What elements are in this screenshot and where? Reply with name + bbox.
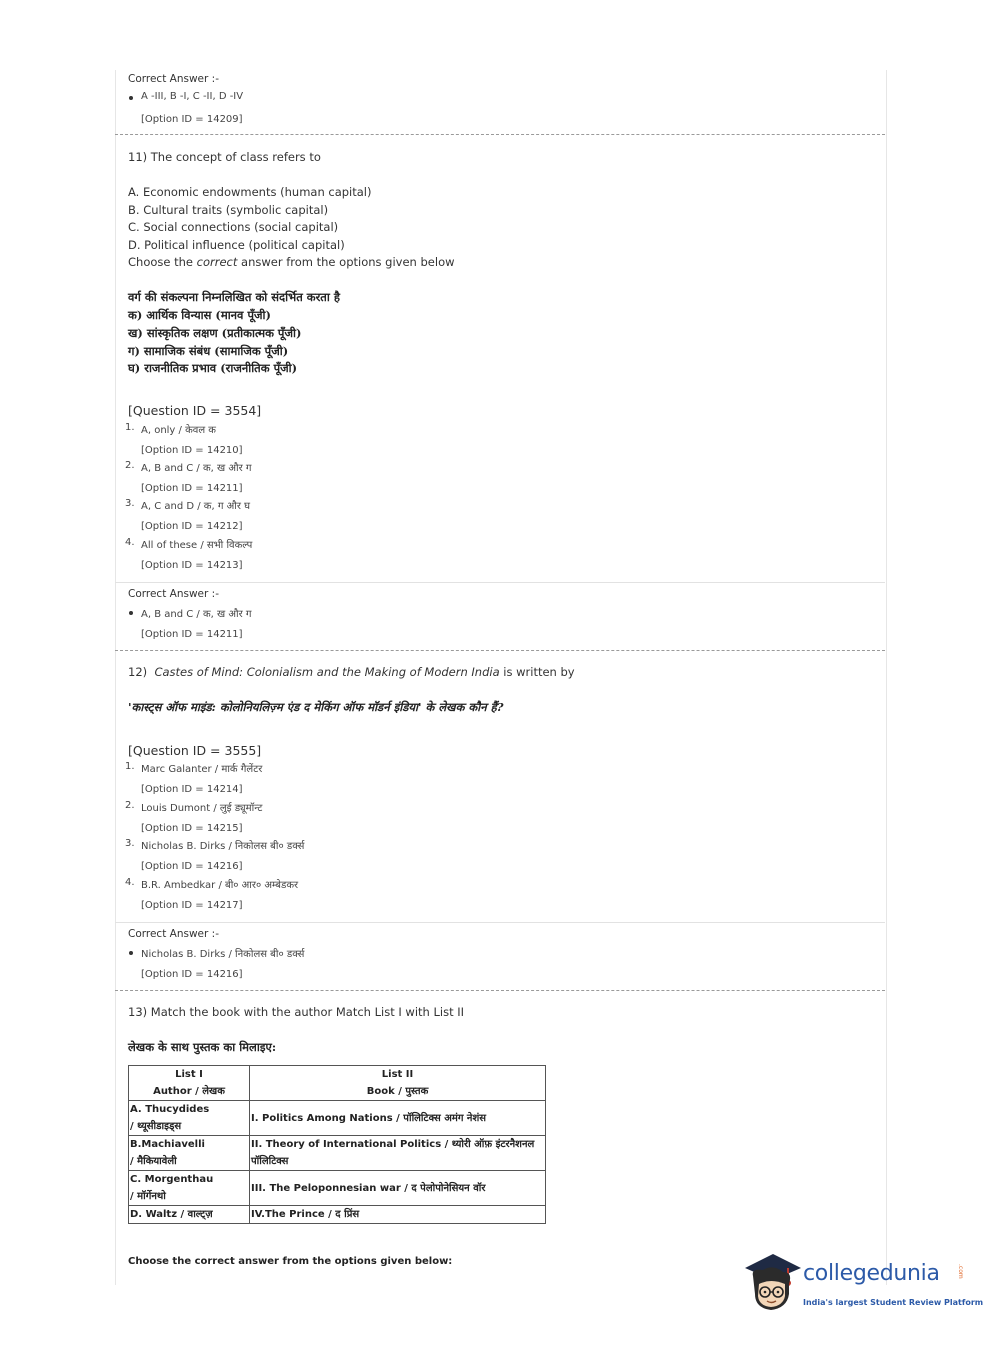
option-text: Marc Galanter / मार्क गैलेंटर [141, 764, 263, 775]
q12-hindi-stem: 'कास्ट्स ऑफ माइंड: कोलोनियलिज़्म एंड द मेकिंग ऑफ मॉडर्न इंडिया' के लेखक कौन हैं? [128, 700, 504, 714]
option-number: 3. [125, 498, 135, 509]
answer-divider [115, 582, 885, 583]
correct-answer-value: A -III, B -I, C -II, D -IV [141, 91, 244, 102]
logo-wordmark: collegedunia [803, 1261, 940, 1286]
student-mascot-icon [743, 1250, 803, 1316]
book-cell: IV.The Prince / द प्रिंस [250, 1206, 546, 1224]
table-row [129, 1101, 546, 1136]
option-text: A, B and C / क, ख और ग [141, 463, 252, 474]
answer-divider [115, 922, 885, 923]
bullet [129, 96, 133, 100]
author-cell: D. Waltz / वाल्ट्ज़ [129, 1206, 250, 1224]
correct-answer-value: Nicholas B. Dirks / निकोलस बी० डर्क्स [141, 949, 305, 960]
option-text: Louis Dumont / लुई ड्यूमॉन्ट [141, 803, 263, 814]
option-text: B.R. Ambedkar / बी० आर० अम्बेडकर [141, 880, 299, 891]
option-id: [Option ID = 14216] [141, 861, 243, 872]
q13-hindi-stem: लेखक के साथ पुस्तक का मिलाइए: [128, 1040, 277, 1054]
option-id: [Option ID = 14210] [141, 445, 243, 456]
q11-instruction: Choose the correct answer from the options given below [128, 255, 455, 269]
correct-answer-label: Correct Answer :- [128, 73, 219, 85]
table-header-list-2: List II Book / पुस्तक [250, 1066, 546, 1101]
q13-choose-instruction: Choose the correct answer from the options given below: [128, 1256, 453, 1267]
q11-item-c: C. Social connections (social capital) [128, 220, 339, 234]
table-row [129, 1206, 546, 1224]
question-divider [115, 990, 885, 991]
logo-tagline: India's largest Student Review Platform [803, 1298, 984, 1307]
option-text: All of these / सभी विकल्प [141, 540, 253, 551]
q11-hindi-item: क) आर्थिक विन्यास (मानव पूँजी) [128, 308, 271, 322]
option-id: [Option ID = 14211] [141, 629, 243, 640]
option-id: [Option ID = 14212] [141, 521, 243, 532]
q11-hindi-stem: वर्ग की संकल्पना निम्नलिखित को संदर्भित करता है [128, 290, 340, 304]
question-id: [Question ID = 3555] [128, 743, 262, 758]
match-table [128, 1065, 546, 1224]
q11-item-b: B. Cultural traits (symbolic capital) [128, 203, 329, 217]
book-cell: III. The Peloponnesian war / द पेलोपोनेसियन वॉर [250, 1171, 546, 1206]
option-text: Nicholas B. Dirks / निकोलस बी० डर्क्स [141, 841, 305, 852]
q11-item-d: D. Political influence (political capital) [128, 238, 345, 252]
option-number: 2. [125, 800, 135, 811]
option-id: [Option ID = 14217] [141, 900, 243, 911]
q11-hindi-item: ख) सांस्कृतिक लक्षण (प्रतीकात्मक पूँजी) [128, 326, 302, 340]
option-id: [Option ID = 14211] [141, 483, 243, 494]
bullet [129, 951, 133, 955]
option-number: 1. [125, 761, 135, 772]
q11-hindi-item: घ) राजनीतिक प्रभाव (राजनीतिक पूँजी) [128, 361, 298, 375]
correct-answer-value: A, B and C / क, ख और ग [141, 609, 252, 620]
table-row [129, 1136, 546, 1171]
question-11-title: 11) The concept of class refers to [128, 150, 321, 164]
option-id: [Option ID = 14213] [141, 560, 243, 571]
question-id: [Question ID = 3554] [128, 403, 262, 418]
table-row [129, 1171, 546, 1206]
book-cell: I. Politics Among Nations / पॉलिटिक्स अमंग नेशंस [250, 1101, 546, 1136]
question-13-title: 13) Match the book with the author Match List I with List II [128, 1005, 465, 1019]
logo-dotcom: .com [957, 1264, 964, 1279]
option-text: A, only / केवल क [141, 425, 216, 436]
option-id: [Option ID = 14209] [141, 114, 243, 125]
author-cell: A. Thucydides / थ्यूसीडाइड्स [129, 1101, 250, 1136]
option-id: [Option ID = 14214] [141, 784, 243, 795]
table-header-row [129, 1066, 546, 1101]
option-id: [Option ID = 14215] [141, 823, 243, 834]
bullet [129, 611, 133, 615]
option-number: 2. [125, 460, 135, 471]
question-divider [115, 134, 885, 135]
table-header-list-1: List I Author / लेखक [129, 1066, 250, 1101]
option-number: 4. [125, 537, 135, 548]
option-number: 3. [125, 838, 135, 849]
question-12-title: 12) Castes of Mind: Colonialism and the Making of Modern India is written by [128, 665, 575, 679]
q11-item-a: A. Economic endowments (human capital) [128, 185, 372, 199]
author-cell: C. Morgenthau / मॉर्गेनथो [129, 1171, 250, 1206]
option-id: [Option ID = 14216] [141, 969, 243, 980]
correct-answer-label: Correct Answer :- [128, 928, 219, 940]
option-number: 4. [125, 877, 135, 888]
option-text: A, C and D / क, ग और घ [141, 501, 251, 512]
correct-answer-label: Correct Answer :- [128, 588, 219, 600]
q11-hindi-item: ग) सामाजिक संबंध (सामाजिक पूँजी) [128, 344, 289, 358]
collegedunia-logo[interactable] [743, 1250, 984, 1320]
question-divider [115, 650, 885, 651]
author-cell: B.Machiavelli / मैकियावेली [129, 1136, 250, 1171]
book-cell: II. Theory of International Politics / थ्योरी ऑफ़ इंटरनैशनल पॉलिटिक्स [250, 1136, 546, 1171]
option-number: 1. [125, 422, 135, 433]
